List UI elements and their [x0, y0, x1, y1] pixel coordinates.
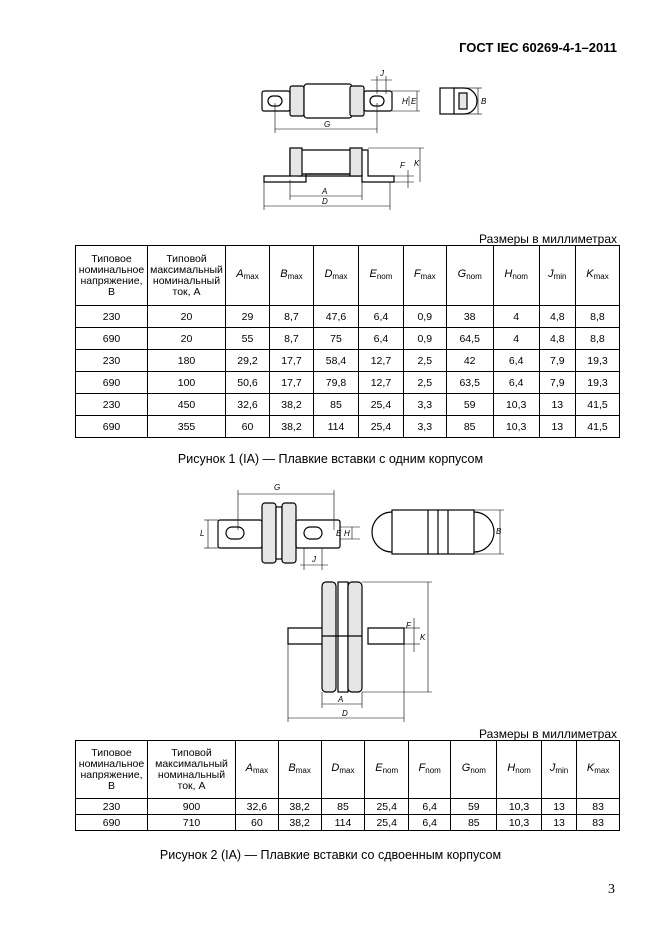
table-cell: 32,6	[226, 394, 270, 416]
table-cell: 690	[76, 372, 148, 394]
header-E: $E_{nom}$	[359, 246, 404, 306]
table-cell: 83	[577, 815, 620, 831]
fig2-dimensions-table	[75, 740, 620, 831]
table-cell: 6,4	[408, 815, 450, 831]
table-cell: 12,7	[359, 350, 404, 372]
table-cell: 60	[226, 416, 270, 438]
header-D: $D_{max}$	[321, 741, 365, 799]
figure1-drawing	[0, 0, 661, 240]
header-E: $E_{nom}$	[365, 741, 409, 799]
table-cell: 10,3	[497, 799, 542, 815]
table-cell: 20	[148, 306, 226, 328]
table-cell: 4	[493, 328, 539, 350]
header-D: $D_{max}$	[313, 246, 358, 306]
table-cell: 180	[148, 350, 226, 372]
fig1-label-B: B	[481, 97, 487, 106]
header-current: Типовой максимальный номинальный ток, А	[148, 246, 226, 306]
table-cell: 29	[226, 306, 270, 328]
table-cell: 38,2	[269, 416, 313, 438]
fig2-label-G: G	[274, 483, 281, 492]
fig1-label-E: E	[411, 97, 417, 106]
table-cell: 10,3	[493, 394, 539, 416]
table-cell: 17,7	[269, 372, 313, 394]
header-current: Типовой максимальный номинальный ток, А	[148, 741, 236, 799]
table-cell: 6,4	[493, 350, 539, 372]
table-cell: 690	[76, 416, 148, 438]
table-cell: 13	[539, 394, 575, 416]
table-cell: 25,4	[365, 815, 409, 831]
table-cell: 8,8	[575, 306, 619, 328]
header-G: $G_{nom}$	[451, 741, 497, 799]
fig1-label-A: A	[322, 187, 328, 196]
fig1-label-F: F	[400, 161, 405, 170]
table-cell: 19,3	[575, 372, 619, 394]
table-cell: 6,4	[493, 372, 539, 394]
fig1-label-J: J	[380, 69, 384, 78]
table-cell: 32,6	[236, 799, 279, 815]
table-row	[76, 328, 620, 350]
table-cell: 85	[446, 416, 493, 438]
fig1-header-row	[76, 246, 620, 306]
table-row	[76, 416, 620, 438]
fig1-label-K: K	[414, 159, 420, 168]
header-G: $G_{nom}$	[446, 246, 493, 306]
table-cell: 3,3	[403, 416, 446, 438]
fig2-header-row	[76, 741, 620, 799]
table-cell: 2,5	[403, 372, 446, 394]
table-cell: 38,2	[278, 815, 321, 831]
table-cell: 79,8	[313, 372, 358, 394]
fig2-label-D: D	[342, 709, 348, 718]
header-K: $K_{max}$	[577, 741, 620, 799]
fig1-label-H: H	[402, 97, 408, 106]
table-cell: 900	[148, 799, 236, 815]
table-cell: 75	[313, 328, 358, 350]
fig2-label-K: K	[420, 633, 426, 642]
table-cell: 10,3	[497, 815, 542, 831]
table-cell: 25,4	[359, 416, 404, 438]
table-cell: 85	[313, 394, 358, 416]
header-H: $H_{nom}$	[493, 246, 539, 306]
table-cell: 7,9	[539, 350, 575, 372]
table-cell: 3,3	[403, 394, 446, 416]
header-H: $H_{nom}$	[497, 741, 542, 799]
table-cell: 25,4	[365, 799, 409, 815]
fig2-label-H: H	[344, 529, 350, 538]
fig2-units-note: Размеры в миллиметрах	[479, 727, 617, 741]
table-cell: 41,5	[575, 394, 619, 416]
table-cell: 83	[577, 799, 620, 815]
fig2-label-F: F	[406, 621, 411, 630]
table-cell: 63,5	[446, 372, 493, 394]
table-row	[76, 815, 620, 831]
table-cell: 17,7	[269, 350, 313, 372]
table-cell: 0,9	[403, 328, 446, 350]
table-cell: 20	[148, 328, 226, 350]
table-row	[76, 799, 620, 815]
table-cell: 230	[76, 350, 148, 372]
table-cell: 13	[541, 799, 576, 815]
table-cell: 38,2	[278, 799, 321, 815]
table-row	[76, 306, 620, 328]
table-cell: 41,5	[575, 416, 619, 438]
table-row	[76, 372, 620, 394]
table-cell: 355	[148, 416, 226, 438]
table-cell: 13	[541, 815, 576, 831]
table-cell: 6,4	[408, 799, 450, 815]
table-cell: 60	[236, 815, 279, 831]
header-voltage: Типовое номинальное напряжение, В	[76, 741, 148, 799]
fig1-label-D: D	[322, 197, 328, 206]
table-cell: 85	[451, 815, 497, 831]
fig2-caption: Рисунок 2 (IA) — Плавкие вставки со сдвоенным корпусом	[159, 848, 502, 862]
table-cell: 55	[226, 328, 270, 350]
table-cell: 690	[76, 328, 148, 350]
table-cell: 13	[539, 416, 575, 438]
table-cell: 230	[76, 799, 148, 815]
table-cell: 10,3	[493, 416, 539, 438]
fig1-dimensions-table	[75, 245, 620, 438]
table-cell: 19,3	[575, 350, 619, 372]
table-cell: 47,6	[313, 306, 358, 328]
table-cell: 64,5	[446, 328, 493, 350]
header-B: $B_{max}$	[278, 741, 321, 799]
fig1-caption: Рисунок 1 (IA) — Плавкие вставки с одним корпусом	[177, 452, 484, 466]
table-cell: 6,4	[359, 328, 404, 350]
standard-header: ГОСТ IEC 60269-4-1–2011	[459, 40, 617, 55]
table-cell: 7,9	[539, 372, 575, 394]
fig1-label-G: G	[324, 120, 331, 129]
table-cell: 690	[76, 815, 148, 831]
table-cell: 2,5	[403, 350, 446, 372]
table-cell: 4	[493, 306, 539, 328]
table-cell: 59	[446, 394, 493, 416]
fig2-label-A: A	[338, 695, 344, 704]
table-cell: 58,4	[313, 350, 358, 372]
table-cell: 230	[76, 394, 148, 416]
table-cell: 42	[446, 350, 493, 372]
table-cell: 8,7	[269, 306, 313, 328]
header-K: $K_{max}$	[575, 246, 619, 306]
table-row	[76, 394, 620, 416]
table-cell: 59	[451, 799, 497, 815]
table-cell: 38	[446, 306, 493, 328]
header-F: $F_{nom}$	[408, 741, 450, 799]
table-cell: 85	[321, 799, 365, 815]
header-J: $J_{min}$	[539, 246, 575, 306]
table-cell: 710	[148, 815, 236, 831]
header-F: $F_{max}$	[403, 246, 446, 306]
fig2-label-B: B	[496, 527, 502, 536]
fig2-label-L: L	[200, 529, 205, 538]
fig1-units-note: Размеры в миллиметрах	[479, 232, 617, 246]
table-cell: 450	[148, 394, 226, 416]
header-J: $J_{min}$	[541, 741, 576, 799]
table-cell: 8,7	[269, 328, 313, 350]
table-cell: 4,8	[539, 328, 575, 350]
header-A: $A_{max}$	[236, 741, 279, 799]
table-cell: 25,4	[359, 394, 404, 416]
table-cell: 50,6	[226, 372, 270, 394]
table-cell: 8,8	[575, 328, 619, 350]
fig2-label-J: J	[312, 555, 316, 564]
table-cell: 4,8	[539, 306, 575, 328]
table-cell: 38,2	[269, 394, 313, 416]
header-A: $A_{max}$	[226, 246, 270, 306]
table-cell: 114	[313, 416, 358, 438]
page-number: 3	[608, 882, 615, 897]
fig2-label-E: E	[336, 529, 342, 538]
header-voltage: Типовое номинальное напряжение, В	[76, 246, 148, 306]
table-cell: 12,7	[359, 372, 404, 394]
table-cell: 29,2	[226, 350, 270, 372]
table-cell: 114	[321, 815, 365, 831]
table-row	[76, 350, 620, 372]
table-cell: 0,9	[403, 306, 446, 328]
header-B: $B_{max}$	[269, 246, 313, 306]
table-cell: 100	[148, 372, 226, 394]
table-cell: 230	[76, 306, 148, 328]
table-cell: 6,4	[359, 306, 404, 328]
